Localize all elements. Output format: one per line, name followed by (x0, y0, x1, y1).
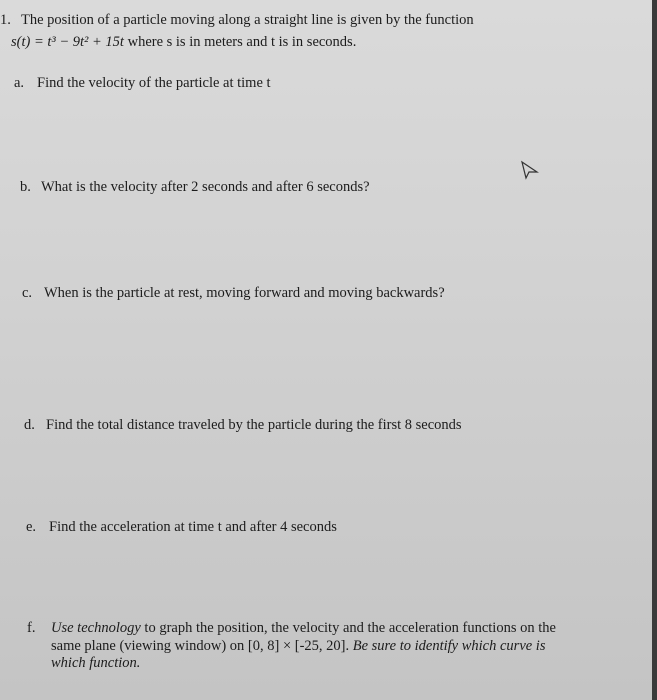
part-f-label: f. (27, 620, 36, 636)
page-edge (652, 0, 657, 700)
part-a-label: a. (14, 75, 25, 91)
part-a-text: Find the velocity of the particle at time t (37, 75, 271, 91)
part-f-text1: to graph the position, the velocity and the acceleration functions on the (140, 620, 556, 636)
part-c-text: When is the particle at rest, moving forward and moving backwards? (44, 285, 445, 301)
part-f-line3: which function. (51, 655, 141, 671)
part-f-text2: same plane (viewing window) on [0, 8] × [-25, 20]. (51, 638, 353, 654)
part-b-text: What is the velocity after 2 seconds and after 6 seconds? (41, 179, 370, 195)
part-f-emphasis: Use technology (51, 620, 141, 636)
problem-number: 1. (0, 12, 11, 28)
part-d-label: d. (24, 417, 35, 433)
position-function: s(t) = t³ − 9t² + 15t (11, 34, 124, 50)
part-e-label: e. (26, 519, 37, 535)
problem-intro: The position of a particle moving along a straight line is given by the function (21, 12, 474, 28)
part-f-line2 (51, 637, 545, 655)
part-d-text: Find the total distance traveled by the particle during the first 8 seconds (46, 417, 462, 433)
problem-function-line (11, 33, 356, 51)
part-f-emphasis2: Be sure to identify which curve is (352, 638, 546, 654)
part-c-label: c. (22, 285, 33, 301)
mouse-pointer-icon (520, 160, 540, 187)
function-units: where s is in meters and t is in seconds. (123, 34, 357, 50)
part-f-line1 (51, 619, 556, 637)
part-e-text: Find the acceleration at time t and after 4 seconds (49, 519, 337, 535)
part-b-label: b. (20, 179, 31, 195)
